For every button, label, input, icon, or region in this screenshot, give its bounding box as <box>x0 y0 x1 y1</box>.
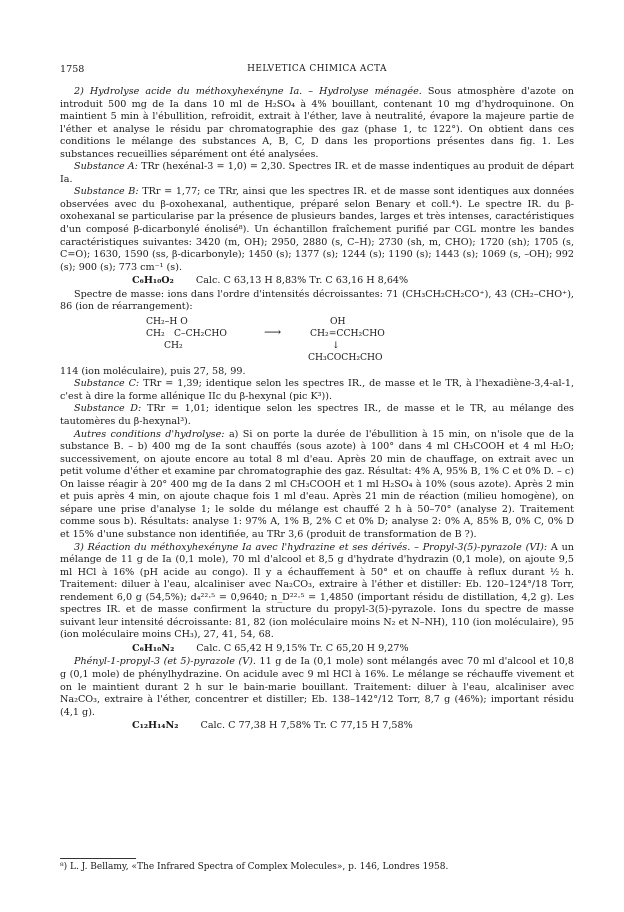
scheme-text: OH <box>330 315 346 327</box>
paragraph-text: 11 g de Ia (0,1 mole) sont mélangés avec 70 ml d'alcool et 10,8 g (0,1 mole) de phénylhydrazine. On acidule avec 9 ml HCl à 16%. Le mélange se réchauffe vivement et on le maintient durant 2 h sur le bain-marie bouillant. Traitement: diluer à l'eau, alcaliniser avec Na₂CO₃, extraire à l'éther, concentrer et distiller; Eb. 138–142°/12 Torr, 8,7 g (46%); important résidu (4,1 g). <box>60 656 575 718</box>
formula: C₆H₁₀N₂ <box>132 642 175 654</box>
substance-label: Substance D: <box>74 403 142 415</box>
paragraph-text: TRr = 1,77; ce TRr, ainsi que les spectres IR. et de masse sont identiques aux données observées avec du β-oxohexanal, authentique, préparé selon Benary et coll.⁴). Le spectre IR. du β-oxohexanal se particularise par la présence de plusieurs bandes, larges et très intenses, caractéristiques d'un composé β-dicarbonylé énolisé⁸). Un échantillon fraîchement purifié par CGL montre les bandes caractéristiques suivantes: 3420 (m, OH); 2950, 2880 (s, C–H); 2730 (sh, m, CHO); 1720 (sh); 1705 (s, C=O); 1630, 1590 (ss, β-dicarbonyle); 1450 (s); 1377 (s); 1244 (s); 1190 (s); 1443 (s); 1069 (s, –OH); 992 (s); 900 (s); 773 cm⁻¹ (s). <box>60 186 575 273</box>
paragraph-mass-spectrum <box>60 289 574 314</box>
paragraph-text: TRr = 1,39; identique selon les spectres IR., de masse et le TR, à l'hexadiène-3,4-al-1, c'est à dire la forme allénique IIc du β-hexynal (pic K³)). <box>60 378 574 402</box>
formula: C₁₂H₁₄N₂ <box>132 720 179 732</box>
paragraph-substance-d <box>60 403 574 428</box>
paragraph-text: TRr = 1,01; identique selon les spectres IR., de masse et le TR, au mélange des tautomères du β-hexynal³). <box>60 403 574 428</box>
section-label: 3) Réaction du méthoxyhexényne Ia avec l'hydrazine et ses dérivés. – Propyl-3(5)-pyrazole (VI): <box>74 541 548 553</box>
elemental-analysis-v <box>60 720 574 733</box>
paragraph-text: 114 (ion moléculaire), puis 27, 58, 99. <box>60 365 246 377</box>
analysis-values: Calc. C 63,13 H 8,83% Tr. C 63,16 H 8,64% <box>195 275 409 287</box>
analysis-values: Calc. C 77,38 H 7,58% Tr. C 77,15 H 7,58% <box>200 720 413 732</box>
paragraph-text: A un mélange de 11 g de Ia (0,1 mole), 70 ml d'alcool et 8,5 g d'hydrate d'hydrazin (0,1 mole), on ajoute 9,5 ml HCl à 16% (pH acide au congo). Il y a échauffement à 50° et on chauffe à reflux durant ½ h. Traitement: diluer à l'eau, alcaliniser avec Na₂CO₃, extraire à l'éther et distiller: Eb. 120–124°/18 Torr, rendement 6,0 g (54,5%); d₄²²·⁵ = 0,9640; n_D²²·⁵ = 1,4850 (important résidu de distillation, 4,2 g). Les spectres IR. et de masse confirment la structure du propyl-3(5)-pyrazole. Ions du spectre de masse suivant leur intensité décroissante: 81, 82 (ion moléculaire moins N₂ et N–NH), 110 (ion moléculaire), 95 (ion moléculaire moins CH₃), 27, 41, 54, 68. <box>60 541 574 641</box>
scheme-text: CH₂=CCH₂CHO <box>310 327 385 339</box>
page-number: 1758 <box>60 64 85 75</box>
section-label: Phényl-1-propyl-3 (et 5)-pyrazole (V). <box>74 656 256 668</box>
substance-label: Substance C: <box>74 378 140 390</box>
footnote: ⁸) L. J. Bellamy, «The Infrared Spectra of Complex Molecules», p. 146, Londres 1958. <box>60 862 449 872</box>
paragraph-phenyl-pyrazole <box>60 656 574 719</box>
section-label: 2) Hydrolyse acide du méthoxyhexényne Ia. – Hydrolyse ménagée. <box>74 86 422 97</box>
scheme-text: CH₂–H O <box>146 315 188 327</box>
arrow-icon: ⟶ <box>264 324 282 339</box>
scheme-text: CH₂ <box>146 327 165 339</box>
elemental-analysis-vi <box>60 643 574 656</box>
footnote-divider <box>60 858 136 859</box>
scheme-text: CH₂ <box>164 339 183 351</box>
paragraph-mass-end <box>60 366 574 379</box>
arrow-down-icon: ↓ <box>332 339 340 351</box>
journal-title: HELVETICA CHIMICA ACTA <box>247 64 387 74</box>
formula: C₆H₁₀O₂ <box>132 275 174 287</box>
analysis-values: Calc. C 65,42 H 9,15% Tr. C 65,20 H 9,27% <box>196 642 409 654</box>
paragraph-text: a) Si on porte la durée de l'ébullition à 15 min, on n'isole que de la substance B. – b) 400 mg de Ia sont chauffés (sous azote) à 100° dans 4 ml CH₃COOH et 4 ml H₂O; successivement, on ajoute encore au total 8 ml d'eau. Après 20 min de chauffage, on extrait avec un petit volume d'éther et examine par chromatographie des gaz. Résultat: 4% A, 95% B, 1% C et 0% D. – c) On laisse réagir à 20° 400 mg de Ia dans 2 ml CH₃COOH et 1 ml H₂SO₄ à 10% (sous azote). Après 2 min et puis après 4 min, on ajoute chaque fois 1 ml d'eau. Après 21 min de réaction (milieu homogène), on sépare une prise d'analyse 1; le solde du mélange est chauffé 2 h à 50–70° (analyse 2). Traitement comme sous b). Résultats: analyse 1: 97% A, 1% B, 2% C et 0% D; analyse 2: 0% A, 85% B, 0% C, 0% D et 15% d'une substance non identifiée, au TRr 3,6 (produit de transformation de B ?). <box>60 428 575 540</box>
paragraph-substance-c <box>60 378 574 403</box>
paragraph-hydrazine <box>60 542 574 642</box>
paragraph-text: Sous atmosphère d'azote on introduit 500 mg de Ia dans 10 ml de H₂SO₄ à 4% bouillant, contenant 10 mg d'hydroquinone. On maintient 5 min à l'ébullition, refroidit, extrait à l'éther, lave à neutralité, évapore la majeure partie de l'éther et analyse le résidu par chromatographie des gaz (phase 1, tc 122°). On obtient dans ces conditions le mélange des substances A, B, C, D dans les proportions présentes dans fig. 1. Les substances recueillies séparément ont été analysées. <box>60 86 574 160</box>
section-label: Autres conditions d'hydrolyse: <box>74 428 225 440</box>
substance-label: Substance B: <box>74 186 139 198</box>
paragraph-text: TRr (hexénal-3 = 1,0) = 2,30. Spectres IR. et de masse indentiques au produit de départ Ia. <box>60 161 574 185</box>
page-header <box>60 64 574 78</box>
paragraph-hydrolyse <box>60 86 574 161</box>
scheme-text: CH₃COCH₂CHO <box>308 351 383 363</box>
paragraph-autres-conditions <box>60 429 574 542</box>
paragraph-substance-b <box>60 186 574 274</box>
elemental-analysis-b <box>60 275 574 288</box>
paragraph-substance-a <box>60 161 574 186</box>
scheme-text: C–CH₂CHO <box>174 327 227 339</box>
rearrangement-scheme <box>60 316 574 366</box>
paragraph-text: Spectre de masse: ions dans l'ordre d'intensités décroissantes: 71 (CH₃CH₂CH₂CO⁺), 43 (CH₂–CHO⁺), 86 (ion de réarrangement): <box>60 288 574 313</box>
article-body <box>60 86 574 734</box>
substance-label: Substance A: <box>74 161 138 173</box>
